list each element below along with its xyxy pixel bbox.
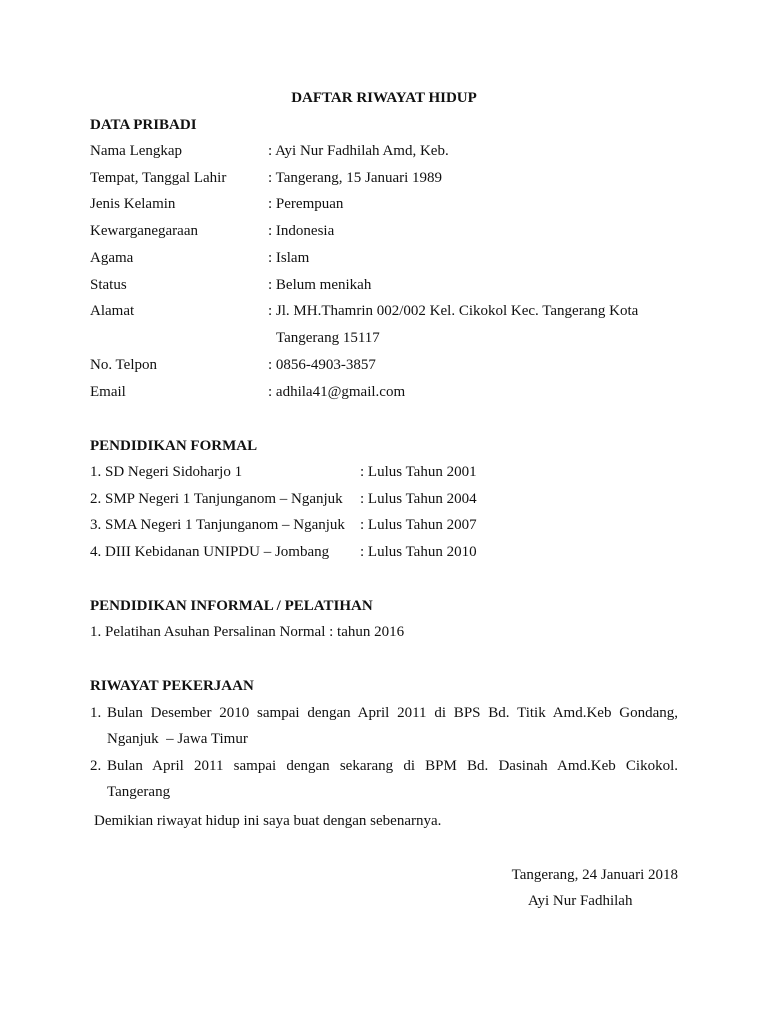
work-item-line: Nganjuk – Jawa Timur (107, 731, 248, 747)
signature-place-date: Tangerang, 24 Januari 2018 (511, 867, 678, 883)
label-nama: Nama Lengkap (90, 143, 183, 159)
school-year: : Lulus Tahun 2007 (360, 517, 477, 533)
training-item: 1. Pelatihan Asuhan Persalinan Normal : tahun 2016 (90, 624, 405, 640)
school-year: : Lulus Tahun 2004 (360, 491, 477, 507)
value-nama: : Ayi Nur Fadhilah Amd, Keb. (268, 143, 449, 159)
label-status: Status (90, 277, 127, 293)
school-item: 4. DIII Kebidanan UNIPDU – Jombang (90, 544, 330, 560)
label-email: Email (90, 384, 126, 400)
label-kewarganegaraan: Kewarganegaraan (90, 223, 198, 239)
school-year: : Lulus Tahun 2001 (360, 464, 477, 480)
label-telpon: No. Telpon (90, 357, 158, 373)
value-telpon: : 0856-4903-3857 (268, 357, 376, 373)
value-alamat-cont: Tangerang 15117 (276, 330, 380, 346)
work-item-line: Tangerang (107, 784, 171, 800)
section-heading-riwayat-pekerjaan: RIWAYAT PEKERJAAN (90, 678, 254, 694)
work-item-line: Bulan April 2011 sampai dengan sekarang di BPM Bd. Dasinah Amd.Keb Cikokol. (107, 758, 678, 774)
label-ttl: Tempat, Tanggal Lahir (90, 170, 227, 186)
value-kewarganegaraan: : Indonesia (268, 223, 335, 239)
value-status: : Belum menikah (268, 277, 372, 293)
closing-statement: Demikian riwayat hidup ini saya buat dengan sebenarnya. (94, 813, 442, 829)
value-alamat: : Jl. MH.Thamrin 002/002 Kel. Cikokol Kec. Tangerang Kota (268, 303, 639, 319)
section-heading-pendidikan-formal: PENDIDIKAN FORMAL (90, 438, 258, 454)
work-item-line: Bulan Desember 2010 sampai dengan April 2011 di BPS Bd. Titik Amd.Keb Gondang, (107, 705, 678, 721)
school-item: 2. SMP Negeri 1 Tanjunganom – Nganjuk (90, 491, 343, 507)
label-agama: Agama (90, 250, 134, 266)
school-item: 1. SD Negeri Sidoharjo 1 (90, 464, 243, 480)
value-agama: : Islam (268, 250, 310, 266)
work-item-number: 2. (90, 758, 102, 774)
value-ttl: : Tangerang, 15 Januari 1989 (268, 170, 443, 186)
work-item-number: 1. (90, 705, 102, 721)
section-heading-pendidikan-informal: PENDIDIKAN INFORMAL / PELATIHAN (90, 598, 373, 614)
signature-name: Ayi Nur Fadhilah (528, 893, 633, 909)
value-email: : adhila41@gmail.com (268, 384, 406, 400)
label-alamat: Alamat (90, 303, 135, 319)
value-jenis-kelamin: : Perempuan (268, 196, 344, 212)
document-title: DAFTAR RIWAYAT HIDUP (291, 90, 477, 106)
section-heading-data-pribadi: DATA PRIBADI (90, 117, 197, 133)
label-jenis-kelamin: Jenis Kelamin (90, 196, 176, 212)
school-year: : Lulus Tahun 2010 (360, 544, 477, 560)
school-item: 3. SMA Negeri 1 Tanjunganom – Nganjuk (90, 517, 345, 533)
